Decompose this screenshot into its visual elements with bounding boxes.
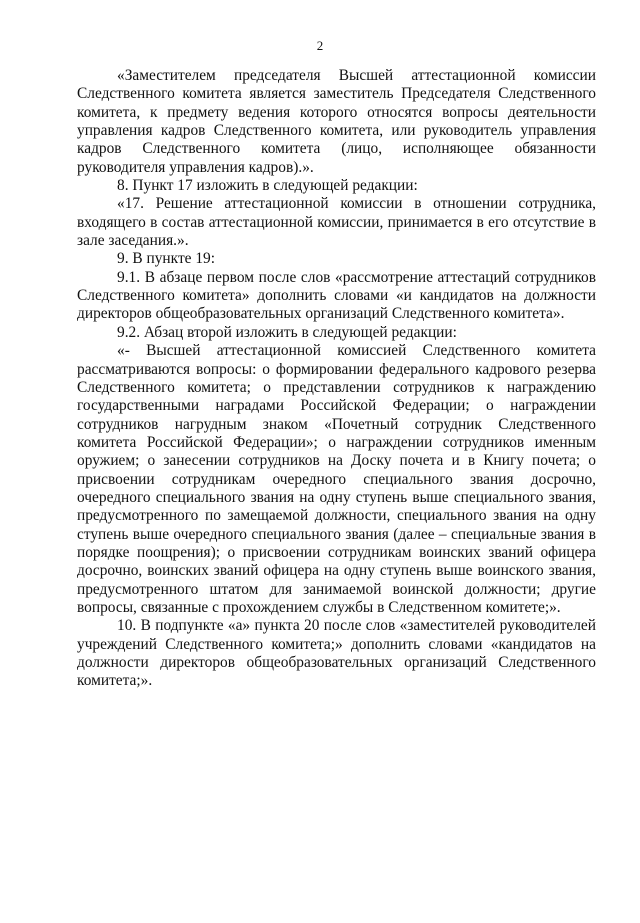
paragraph-item-10: 10. В подпункте «а» пункта 20 после слов «заместителей руководителей учреждений Следственного комитета;» дополнить словами «кандидатов на должности директоров общеобразовательных организаций Следственного комитета;». [77,617,596,690]
paragraph-item-9: 9. В пункте 19: [117,250,216,268]
paragraph-item-9-1: 9.1. В абзаце первом после слов «рассмотрение аттестаций сотрудников Следственного комитета» дополнить словами «и кандидатов на должности директоров общеобразовательных организаций Следственного комитета». [77,268,596,323]
paragraph-item-8: 8. Пункт 17 изложить в следующей редакции: [117,177,418,195]
paragraph-deputy-chair: «Заместителем председателя Высшей аттестационной комиссии Следственного комитета является заместитель Председателя Следственного комитета, к предмету ведения которого относятся вопросы деятельности управления кадров Следственного комитета, или руководитель управления кадров Следственного комитета (лицо, исполняющее обязанности руководителя управления кадров).». [77,67,596,176]
document-body [77,67,596,691]
paragraph-item-9-2-text: «- Высшей аттестационной комиссией Следственного комитета рассматриваются вопросы: о формировании федерального кадрового резерва Следственного комитета; о представлении сотрудников к награждению государственными наградами Российской Федерации; о награждении сотрудников нагрудным знаком «Почетный сотрудник Следственного комитета Российской Федерации»; о награждении сотрудников именным оружием; о занесении сотрудников на Доску почета и в Книгу почета; о присвоении сотрудникам очередного специального звания досрочно, очередного специального звания на одну ступень выше специального звания, предусмотренного по замещаемой должности, специального звания на одну ступень выше очередного специального звания (далее – специальные звания в порядке поощрения); о присвоении сотрудникам воинских званий офицера досрочно, воинских званий офицера на одну ступень выше воинского звания, предусмотренного штатом для занимаемой воинской должности; другие вопросы, связанные с прохождением службы в Следственном комитете;». [77,342,596,616]
page-number: 2 [316,38,324,53]
paragraph-item-9-2: 9.2. Абзац второй изложить в следующей редакции: [117,323,457,341]
paragraph-item-17-text: «17. Решение аттестационной комиссии в отношении сотрудника, входящего в состав аттестационной комиссии, принимается в его отсутствие в зале заседания.». [77,195,596,250]
